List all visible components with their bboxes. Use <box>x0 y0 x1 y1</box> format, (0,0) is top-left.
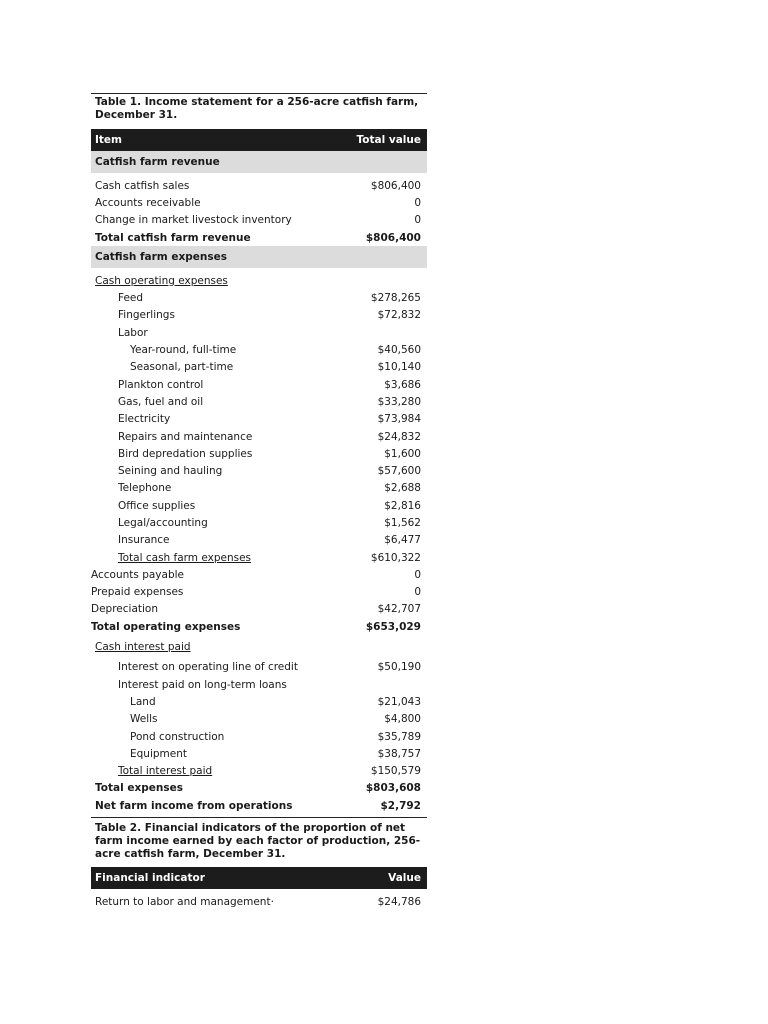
table-row <box>91 893 427 910</box>
table1-header-item: Item <box>95 134 122 146</box>
table2-header-value: Value <box>388 872 421 885</box>
table-row <box>91 289 427 306</box>
table-row <box>91 177 427 194</box>
row-value: $1,562 <box>384 516 421 529</box>
row-label: Land <box>130 695 156 708</box>
row-label: Bird depredation supplies <box>118 447 253 460</box>
row-label: Cash catfish sales <box>95 179 190 192</box>
total-row <box>91 780 427 797</box>
expenses-section-heading: Catfish farm expenses <box>91 246 427 268</box>
row-value: $4,800 <box>384 713 421 726</box>
row-value: 0 <box>414 568 421 581</box>
row-label: Total expenses <box>95 782 183 795</box>
row-label: Equipment <box>130 747 187 760</box>
row-value: $806,400 <box>370 179 421 192</box>
row-label: Total operating expenses <box>91 620 241 633</box>
row-label: Change in market livestock inventory <box>95 214 292 227</box>
total-row <box>91 618 427 635</box>
row-label: Depreciation <box>91 603 158 616</box>
table-row <box>91 411 427 428</box>
table-row <box>91 445 427 462</box>
table-row <box>91 584 427 601</box>
table-row <box>91 745 427 762</box>
revenue-section-heading: Catfish farm revenue <box>91 151 427 173</box>
subsection-heading <box>91 272 427 289</box>
row-label: Seasonal, part-time <box>130 361 234 374</box>
table-row <box>91 194 427 211</box>
row-label: Net farm income from operations <box>95 799 293 812</box>
row-value: $10,140 <box>377 361 421 374</box>
row-value: $21,043 <box>377 695 421 708</box>
row-label: Year-round, full-time <box>130 344 237 357</box>
table-row <box>91 532 427 549</box>
row-value: $278,265 <box>370 292 421 305</box>
row-value: $2,792 <box>380 799 421 812</box>
row-value: $2,816 <box>384 499 421 512</box>
row-label: Office supplies <box>118 499 196 512</box>
total-row <box>91 797 427 814</box>
row-label: Prepaid expenses <box>91 586 184 599</box>
row-label: Feed <box>118 292 144 305</box>
row-value: $73,984 <box>377 413 421 426</box>
row-label: Fingerlings <box>118 309 175 322</box>
cash-interest-label: Cash interest paid <box>95 641 191 654</box>
subtotal-row <box>91 549 427 566</box>
row-label: Total interest paid <box>118 765 213 778</box>
table1-header-value: Total value <box>356 134 421 146</box>
row-value: $57,600 <box>377 465 421 478</box>
table-row <box>91 480 427 497</box>
row-value: $6,477 <box>384 534 421 547</box>
row-label: Plankton control <box>118 378 204 391</box>
row-value: $653,029 <box>365 620 421 633</box>
table-row <box>91 566 427 583</box>
row-label: Wells <box>130 713 158 726</box>
row-value: $35,789 <box>377 730 421 743</box>
row-label: Total cash farm expenses <box>118 551 252 564</box>
table-row <box>91 376 427 393</box>
table-row <box>91 462 427 479</box>
row-value: $38,757 <box>377 747 421 760</box>
row-value: $50,190 <box>377 661 421 674</box>
row-label: Seining and hauling <box>118 465 223 478</box>
row-label: Repairs and maintenance <box>118 430 253 443</box>
table2-header <box>91 867 427 889</box>
row-value: $33,280 <box>377 395 421 408</box>
cash-operating-label: Cash operating expenses <box>95 274 228 287</box>
row-label: Insurance <box>118 534 170 547</box>
table2-header-item: Financial indicator <box>95 872 205 885</box>
row-value: $806,400 <box>365 231 421 244</box>
table2-caption: Table 2. Financial indicators of the proportion of net farm income earned by each factor of production, 256-acre catfish farm, December 31. <box>91 817 427 863</box>
row-label: Legal/accounting <box>118 516 208 529</box>
row-label: Telephone <box>118 482 172 495</box>
table-row <box>91 341 427 358</box>
table-row <box>91 324 427 341</box>
row-label: Interest paid on long-term loans <box>118 678 287 691</box>
table-row <box>91 497 427 514</box>
table-row <box>91 359 427 376</box>
row-value: $803,608 <box>365 782 421 795</box>
row-value: $42,707 <box>377 603 421 616</box>
row-label: Electricity <box>118 413 171 426</box>
row-value: $1,600 <box>384 447 421 460</box>
table1-caption: Table 1. Income statement for a 256-acre catfish farm, December 31. <box>91 93 427 123</box>
table-row <box>91 676 427 693</box>
row-label: Interest on operating line of credit <box>118 661 298 674</box>
row-value: $2,688 <box>384 482 421 495</box>
row-label: Pond construction <box>130 730 225 743</box>
row-label: Labor <box>118 326 148 339</box>
row-value: $24,832 <box>377 430 421 443</box>
table-row <box>91 601 427 618</box>
row-value: 0 <box>414 196 421 209</box>
row-value: 0 <box>414 214 421 227</box>
table-row <box>91 693 427 710</box>
row-value: $40,560 <box>377 344 421 357</box>
subsection-heading <box>91 638 427 655</box>
row-value: $24,786 <box>377 896 421 909</box>
document <box>91 93 427 911</box>
row-value: $150,579 <box>370 765 421 778</box>
table-row <box>91 711 427 728</box>
row-label: Accounts receivable <box>95 196 201 209</box>
row-label: Total catfish farm revenue <box>95 231 251 244</box>
table-row <box>91 428 427 445</box>
table-row <box>91 659 427 676</box>
row-label: Gas, fuel and oil <box>118 395 204 408</box>
table-row <box>91 393 427 410</box>
row-value: $72,832 <box>377 309 421 322</box>
table-row <box>91 514 427 531</box>
table-row <box>91 307 427 324</box>
row-value: $610,322 <box>370 551 421 564</box>
row-value: $3,686 <box>384 378 421 391</box>
table-row <box>91 728 427 745</box>
total-row <box>91 229 427 246</box>
table-row <box>91 212 427 229</box>
row-label: Return to labor and management· <box>95 896 274 909</box>
subtotal-row <box>91 763 427 780</box>
row-value: 0 <box>414 586 421 599</box>
row-label: Accounts payable <box>91 568 184 581</box>
table1-header <box>91 129 427 151</box>
